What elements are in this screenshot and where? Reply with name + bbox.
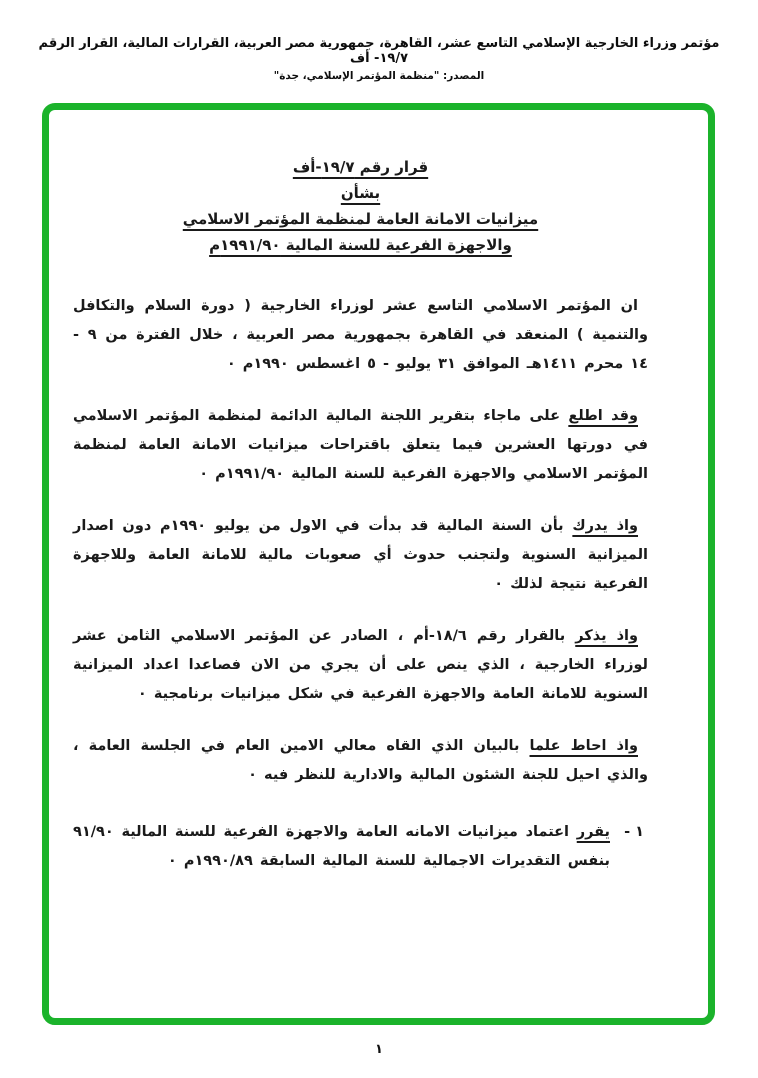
underlined-lead: واذ احاط علما: [529, 738, 638, 754]
green-border-frame: [42, 103, 715, 1025]
scanned-document-content: [49, 110, 708, 1018]
paragraph: وقد اطلع على ماجاء بتقرير اللجنة المالية الدائمة لمنظمة المؤتمر الاسلامي في دورتها العشرين فيما يتعلق باقتراحات ميزانيات الامانة العامة لمنظمة المؤتمر الاسلامي والاجهزة الفرعية للسنة المالية ١٩٩١/٩٠م ٠: [73, 408, 648, 482]
resolution-title-block: [73, 154, 648, 258]
resolution-preamble: [73, 292, 648, 790]
title-line: والاجهزة الفرعية للسنة المالية ١٩٩١/٩٠م: [209, 236, 512, 254]
paragraph: واذ يدرك بأن السنة المالية قد بدأت في الاول من يوليو ١٩٩٠م دون اصدار الميزانية السنوية ولتجنب حدوث أي صعوبات مالية للامانة العامة وللاجهزة الفرعية نتيجة لذلك ٠: [73, 518, 648, 592]
numbered-item: [73, 818, 648, 876]
title-line: ميزانيات الامانة العامة لمنظمة المؤتمر الاسلامي: [182, 210, 539, 228]
resolution-operative-items: [73, 818, 648, 876]
item-text: يقرر اعتماد ميزانيات الامانه العامة والاجهزة الفرعية للسنة المالية ٩١/٩٠ بنفس التقديرات الاجمالية للسنة المالية السابقة ١٩٩٠/٨٩م ٠: [73, 824, 610, 869]
title-line: قرار رقم ١٩/٧-أف: [292, 158, 429, 176]
source-line: المصدر: "منظمة المؤتمر الإسلامي، جدة": [273, 70, 485, 82]
paragraph: ان المؤتمر الاسلامي التاسع عشر لوزراء الخارجية ( دورة السلام والتكافل والتنمية ) المنعقد في القاهرة بجمهورية مصر العربية ، خلال الفترة من ٩ - ١٤ محرم ١٤١١هـ الموافق ٣١ يوليو - ٥ اغسطس ١٩٩٠م ٠: [73, 298, 648, 372]
title-line: بشأن: [340, 184, 381, 202]
underlined-lead: واذ يدرك: [572, 518, 639, 534]
underlined-lead: يقرر: [576, 824, 610, 840]
database-header-line: مؤتمر وزراء الخارجية الإسلامي التاسع عشر، القاهرة، جمهورية مصر العربية، القرارات المالية، القرار الرقم ١٩/٧- أف: [38, 36, 720, 66]
underlined-lead: وقد اطلع: [568, 408, 638, 424]
underlined-lead: واذ يذكر: [575, 628, 638, 644]
item-number: ١ -: [624, 824, 644, 840]
page-number: ١: [375, 1042, 383, 1057]
paragraph: واذ يذكر بالقرار رقم ١٨/٦-أم ، الصادر عن المؤتمر الاسلامي الثامن عشر لوزراء الخارجية ، الذي ينص على أن يجري من الان فصاعدا اعداد الميزانية السنوية للامانة العامة والاجهزة الفرعية في شكل ميزانيات برنامجية ٠: [73, 628, 648, 702]
paragraph: واذ احاط علما بالبيان الذي القاه معالي الامين العام في الجلسة العامة ، والذي احيل للجنة الشئون المالية والادارية للنظر فيه ٠: [73, 738, 648, 783]
